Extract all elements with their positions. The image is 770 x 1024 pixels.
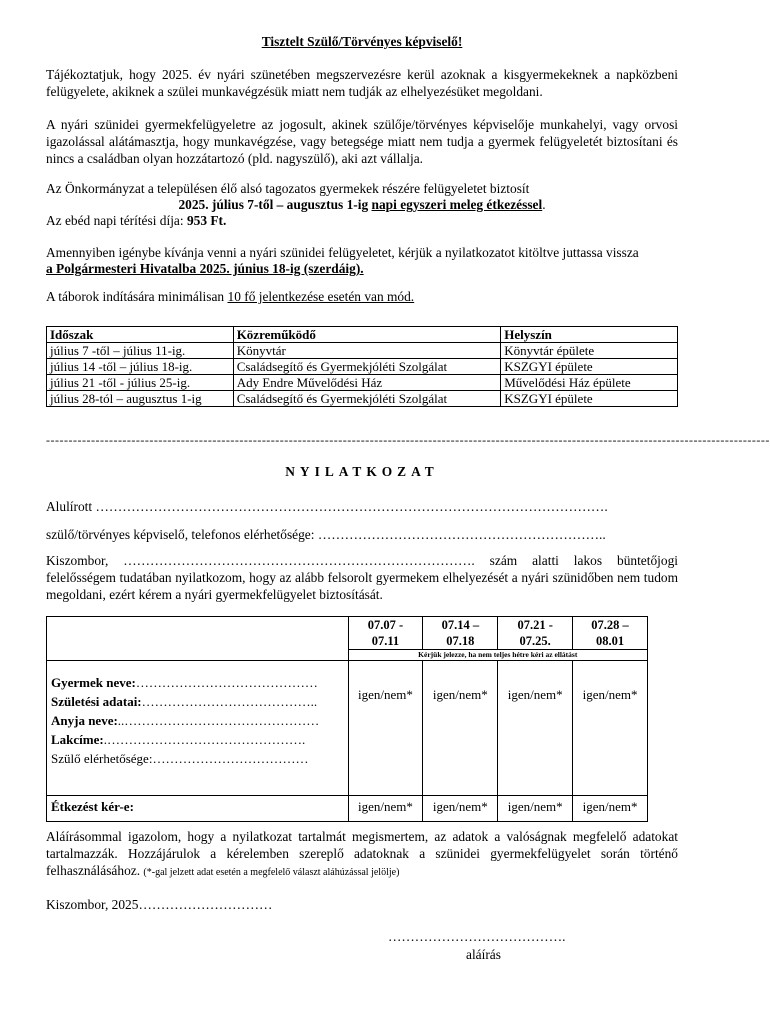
- schedule-header-period: Időszak: [47, 327, 234, 343]
- meal-week-3-choice[interactable]: igen/nem*: [498, 796, 573, 822]
- meal-label-cell: Étkezést kér-e:: [47, 796, 349, 822]
- schedule-location: Könyvtár épülete: [501, 343, 678, 359]
- birth-data-field[interactable]: Születési adatai:…………………………………..: [51, 694, 318, 709]
- signature-line[interactable]: ………………………………….: [388, 929, 566, 944]
- place-date-field[interactable]: Kiszombor, 2025…………………………: [46, 897, 273, 912]
- week-1-choice[interactable]: igen/nem*: [348, 661, 423, 796]
- fee-line: [46, 212, 226, 229]
- undersigned-name-field[interactable]: Alulírott …………………………………………………………………………………………………….: [46, 499, 608, 514]
- signature-label: aláírás: [466, 947, 501, 962]
- week-2-header: 07.14 – 07.18: [423, 617, 498, 650]
- schedule-header-row: [47, 327, 678, 343]
- week-4-choice[interactable]: igen/nem*: [573, 661, 648, 796]
- provision-meal: napi egyszeri meleg étkezéssel: [371, 197, 543, 212]
- week-3-choice[interactable]: igen/nem*: [498, 661, 573, 796]
- camp-minimum-note: A táborok indítására minimálisan 10 fő jelentkezése esetén van mód.: [46, 289, 415, 304]
- schedule-table: [46, 326, 678, 407]
- fee-label: Az ebéd napi térítési díja:: [46, 213, 184, 228]
- consent-statement: Aláírásommal igazolom, hogy a nyilatkozat tartalmát megismertem, az adatok a valóságnak megfelelő adatokat tartalmazzák. Hozzájárulok a kérelemben szereplő adatoknak a szünidei gyermekfelügyelet során történő felhasználásához. (*-gal jelzett adat esetén a megfelelő választ aláhúzással jelölje): [46, 829, 678, 878]
- schedule-row: [47, 375, 678, 391]
- child-name-field[interactable]: Gyermek neve:……………………………………: [51, 675, 318, 690]
- intro-paragraph: Tájékoztatjuk, hogy 2025. év nyári szünetében megszervezésre kerül azoknak a kisgyermekeknek a napközbeni felügyelete, akiknek a szülei munkavégzésük miatt nem tudják az elhelyezésüket megoldani.: [46, 67, 678, 99]
- schedule-organizer: Családsegítő és Gyermekjóléti Szolgálat: [233, 359, 501, 375]
- return-instruction: Amennyiben igénybe kívánja venni a nyári szünidei felügyeletet, kérjük a nyilatkozatot kitöltve juttassa vissza: [46, 245, 639, 260]
- provision-paragraph: [46, 180, 678, 197]
- meal-week-1-choice[interactable]: igen/nem*: [348, 796, 423, 822]
- schedule-row: [47, 391, 678, 407]
- letter-title: Tisztelt Szülő/Törvényes képviselő!: [261, 34, 463, 49]
- partial-week-note: Kérjük jelezze, ha nem teljes hétre kéri az ellátást: [348, 650, 647, 661]
- schedule-header-organizer: Közreműködő: [233, 327, 501, 343]
- schedule-period: július 7 -től – július 11-ig.: [47, 343, 234, 359]
- schedule-period: július 28-tól – augusztus 1-ig: [47, 391, 234, 407]
- schedule-period: július 14 -től – július 18-ig.: [47, 359, 234, 375]
- parent-phone-field[interactable]: szülő/törvényes képviselő, telefonos elérhetősége: ………………………………………………………..: [46, 527, 606, 542]
- declaration-title: NYILATKOZAT: [285, 464, 439, 479]
- schedule-location: Művelődési Ház épülete: [501, 375, 678, 391]
- week-3-header: 07.21 - 07.25.: [498, 617, 573, 650]
- declaration-statement: Kiszombor, ……………………………………………………………………. szám alatti lakos büntetőjogi felelősségem tudatában nyilatkozom, hogy az alább felsorolt gyermekem elhelyezését a nyári szünidőben nem tudom megoldani, ezért kérem a nyári gyermekfelügyelet biztosítását.: [46, 553, 678, 602]
- provision-text: Az Önkormányzat a településen élő alsó tagozatos gyermekek részére felügyeletet biztosít: [46, 181, 530, 196]
- schedule-location: KSZGYI épülete: [501, 359, 678, 375]
- schedule-location: KSZGYI épülete: [501, 391, 678, 407]
- week-1-header: 07.07 - 07.11: [348, 617, 423, 650]
- provision-period: 2025. július 7-től – augusztus 1-ig: [178, 197, 369, 212]
- address-field[interactable]: Lakcíme:.……………………………………….: [51, 732, 306, 747]
- meal-week-2-choice[interactable]: igen/nem*: [423, 796, 498, 822]
- schedule-row: [47, 343, 678, 359]
- schedule-header-location: Helyszín: [501, 327, 678, 343]
- week-4-header: 07.28 – 08.01: [573, 617, 648, 650]
- fee-value: 953 Ft.: [186, 213, 227, 228]
- schedule-organizer: Könyvtár: [233, 343, 501, 359]
- schedule-period: július 21 -től - július 25-ig.: [47, 375, 234, 391]
- schedule-organizer: Ady Endre Művelődési Ház: [233, 375, 501, 391]
- provision-period-line: 2025. július 7-től – augusztus 1-ig napi egyszeri meleg étkezéssel.: [178, 197, 546, 212]
- mother-name-field[interactable]: Anyja neve:..………………………………………: [51, 713, 320, 728]
- consent-note: (*-gal jelzett adat esetén a megfelelő választ aláhúzással jelölje): [143, 867, 400, 878]
- camp-minimum-condition: 10 fő jelentkezése esetén van mód.: [227, 289, 415, 304]
- cut-line-separator: -----------------------------------------------------------------------------------------------------------------------------------------------------------------: [46, 433, 770, 447]
- schedule-row: [47, 359, 678, 375]
- parent-contact-field[interactable]: Szülő elérhetősége:………………………………: [51, 751, 309, 766]
- return-deadline: [46, 260, 364, 277]
- child-details-cell: [47, 661, 349, 796]
- meal-week-4-choice[interactable]: igen/nem*: [573, 796, 648, 822]
- week-2-choice[interactable]: igen/nem*: [423, 661, 498, 796]
- deadline-text: a Polgármesteri Hivatalba 2025. június 18-ig (szerdáig).: [46, 261, 364, 276]
- eligibility-paragraph: A nyári szünidei gyermekfelügyeletre az jogosult, akinek szülője/törvényes képviselője munkahelyi, vagy orvosi igazolással alátámasztja, hogy munkavégzése, vagy betegsége miatt nem tudja a gyermek felügyeletét biztosítani és nincs a családban olyan hozzátartozó (pld. nagyszülő), aki azt vállalja.: [46, 117, 678, 166]
- child-application-table: [46, 616, 648, 822]
- schedule-organizer: Családsegítő és Gyermekjóléti Szolgálat: [233, 391, 501, 407]
